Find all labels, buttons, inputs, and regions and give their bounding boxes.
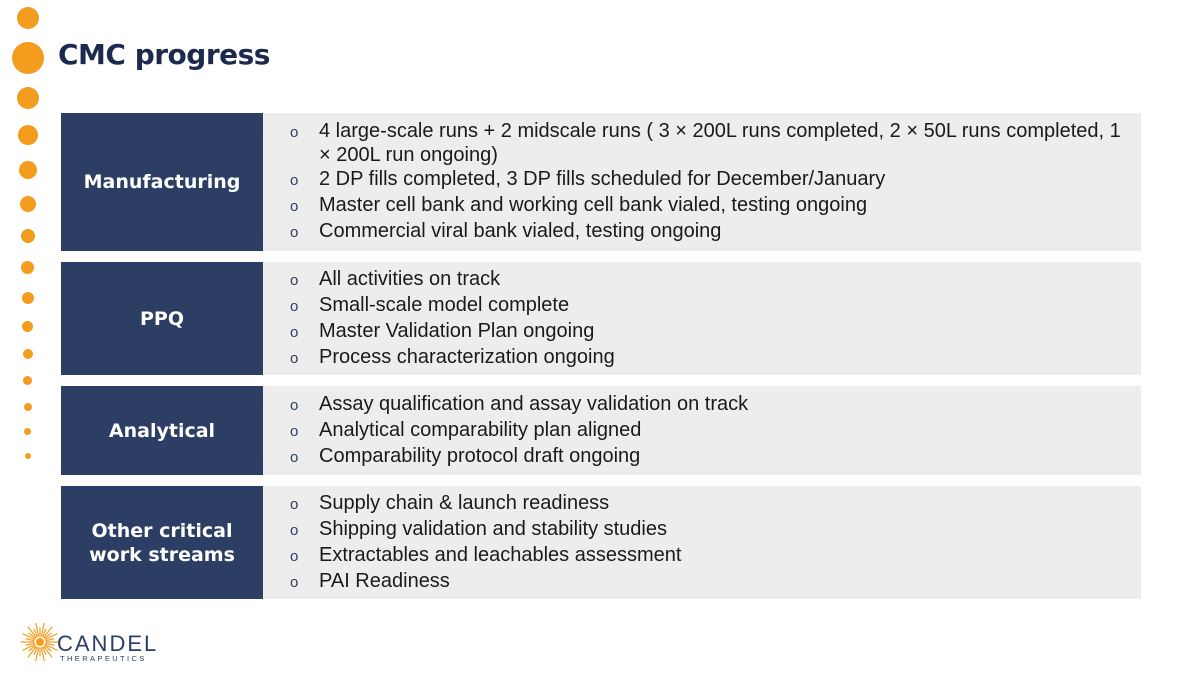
bullet-circle-icon: o bbox=[290, 224, 299, 241]
bullet-text: Small-scale model complete bbox=[319, 293, 570, 316]
decorative-dot bbox=[17, 87, 39, 109]
bullet-item bbox=[290, 345, 1121, 371]
bullet-text: All activities on track bbox=[319, 267, 501, 290]
decorative-dot bbox=[18, 125, 38, 145]
bullet-item bbox=[290, 569, 1121, 595]
bullet-item bbox=[290, 319, 1121, 345]
bullet-circle-icon: o bbox=[290, 495, 299, 513]
progress-row bbox=[61, 262, 1141, 375]
decorative-dot bbox=[25, 453, 31, 459]
bullet-item bbox=[290, 517, 1121, 543]
bullet-text: Commercial viral bank vialed, testing ongoing bbox=[319, 220, 722, 242]
bullet-circle-icon: o bbox=[290, 349, 299, 367]
row-label: Manufacturing bbox=[61, 113, 263, 251]
bullet-text: Extractables and leachables assessment bbox=[319, 543, 682, 566]
bullet-text: Master Validation Plan ongoing bbox=[319, 319, 595, 342]
row-bullets bbox=[263, 486, 1141, 599]
bullet-circle-icon: o bbox=[290, 323, 299, 341]
progress-row bbox=[61, 386, 1141, 475]
row-bullets bbox=[263, 113, 1141, 251]
slide-title: CMC progress bbox=[58, 38, 270, 71]
decorative-dot bbox=[21, 261, 34, 274]
bullet-circle-icon: o bbox=[290, 124, 299, 141]
bullet-text: PAI Readiness bbox=[319, 569, 450, 592]
bullet-circle-icon: o bbox=[290, 448, 299, 466]
bullet-text: Supply chain & launch readiness bbox=[319, 491, 610, 514]
logo-wordmark: CANDEL bbox=[57, 631, 159, 656]
bullet-text: Process characterization ongoing bbox=[319, 345, 615, 368]
bullet-circle-icon: o bbox=[290, 521, 299, 539]
bullet-circle-icon: o bbox=[290, 396, 299, 414]
progress-row bbox=[61, 113, 1141, 251]
sunburst-logo-icon bbox=[20, 616, 60, 670]
bullet-text: Shipping validation and stability studies bbox=[319, 517, 667, 540]
bullet-item bbox=[290, 119, 1121, 167]
bullet-item bbox=[290, 491, 1121, 517]
row-label: Other critical work streams bbox=[61, 486, 263, 599]
bullet-text: Analytical comparability plan aligned bbox=[319, 418, 642, 441]
row-bullets bbox=[263, 262, 1141, 375]
bullet-item bbox=[290, 293, 1121, 319]
decorative-dot bbox=[17, 7, 39, 29]
decorative-dot bbox=[19, 161, 37, 179]
row-label: Analytical bbox=[61, 386, 263, 475]
bullet-circle-icon: o bbox=[290, 422, 299, 440]
decorative-dot bbox=[20, 196, 36, 212]
decorative-dot bbox=[12, 42, 44, 74]
decorative-dot bbox=[22, 321, 33, 332]
bullet-text: 2 DP fills completed, 3 DP fills scheduled for December/January bbox=[319, 168, 886, 190]
bullet-item bbox=[290, 418, 1121, 444]
bullet-circle-icon: o bbox=[290, 198, 299, 215]
bullet-text: 4 large-scale runs + 2 midscale runs ( 3 × 200L runs completed, 2 × 50L runs completed, 1 × 200L run ongoing) bbox=[319, 120, 1121, 166]
bullet-text: Master cell bank and working cell bank vialed, testing ongoing bbox=[319, 194, 868, 216]
bullet-circle-icon: o bbox=[290, 297, 299, 315]
bullet-item bbox=[290, 444, 1121, 470]
bullet-item bbox=[290, 543, 1121, 569]
bullet-item bbox=[290, 267, 1121, 293]
decorative-dot bbox=[23, 349, 33, 359]
decorative-dot bbox=[23, 376, 32, 385]
decorative-dot bbox=[24, 403, 32, 411]
row-bullets bbox=[263, 386, 1141, 475]
bullet-circle-icon: o bbox=[290, 573, 299, 591]
bullet-text: Assay qualification and assay validation on track bbox=[319, 392, 749, 415]
bullet-item bbox=[290, 219, 1121, 245]
bullet-item bbox=[290, 167, 1121, 193]
decorative-dot bbox=[21, 229, 35, 243]
bullet-circle-icon: o bbox=[290, 172, 299, 189]
progress-row bbox=[61, 486, 1141, 599]
decorative-dot bbox=[24, 428, 31, 435]
bullet-circle-icon: o bbox=[290, 547, 299, 565]
logo-subtitle: THERAPEUTICS bbox=[60, 654, 147, 663]
bullet-circle-icon: o bbox=[290, 271, 299, 289]
bullet-item bbox=[290, 193, 1121, 219]
row-label: PPQ bbox=[61, 262, 263, 375]
decorative-dot bbox=[22, 292, 34, 304]
company-logo bbox=[20, 616, 159, 670]
bullet-text: Comparability protocol draft ongoing bbox=[319, 444, 641, 467]
bullet-item bbox=[290, 392, 1121, 418]
